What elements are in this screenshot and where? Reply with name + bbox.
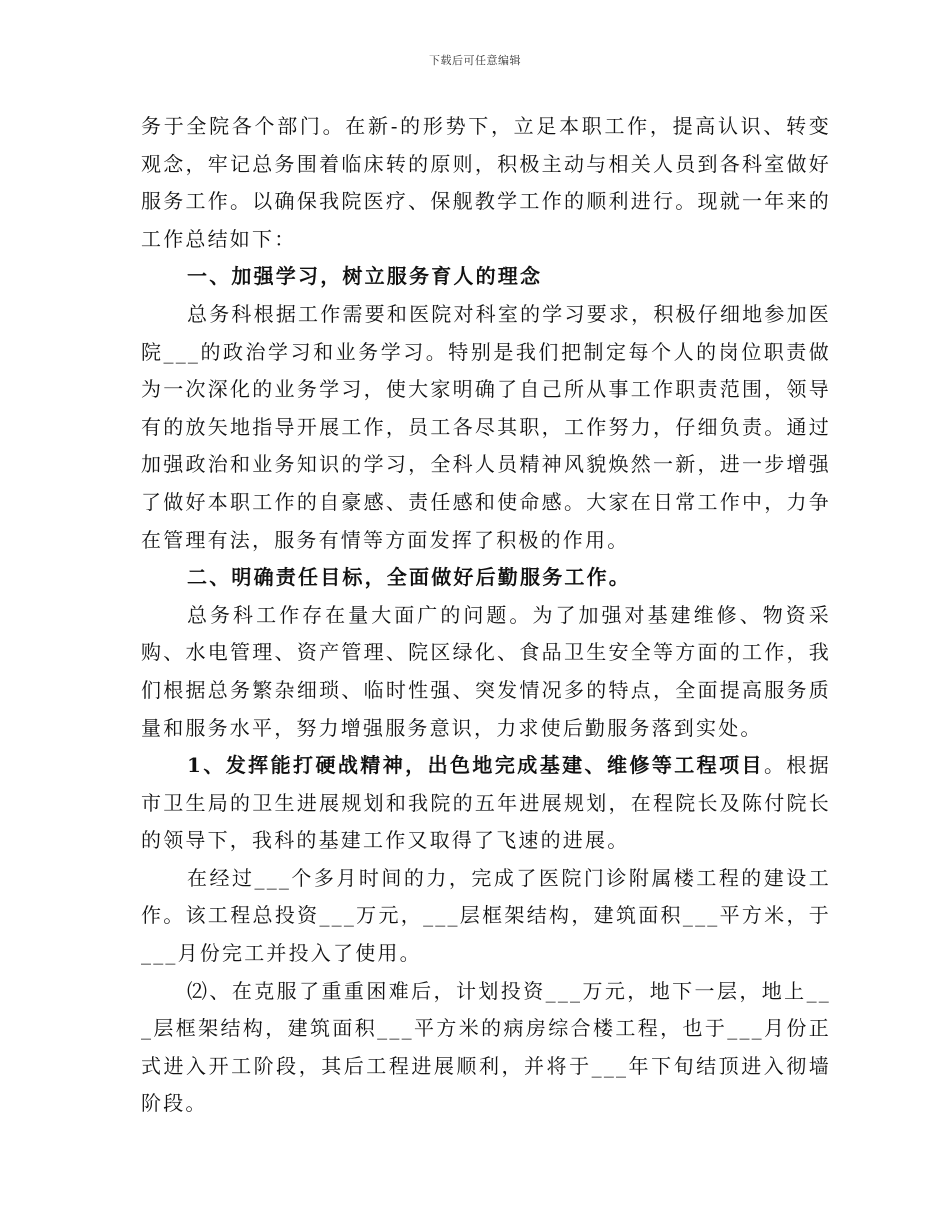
paragraph-3 (141, 747, 831, 860)
document-body (141, 108, 831, 1123)
paragraph-4: 在经过___个多月时间的力，完成了医院门诊附属楼工程的建设工作。该工程总投资___万元，___层框架结构，建筑面积___平方米，于___月份完工并投入了使用。 (141, 865, 831, 966)
page-header: 下载后可任意编辑 (429, 54, 521, 67)
section-heading-2: 二、明确责任目标，全面做好后勤服务工作。 (187, 565, 631, 590)
section-heading-1: 一、加强学习，树立服务育人的理念 (187, 264, 543, 289)
paragraph-1: 总务科根据工作需要和医院对科室的学习要求，积极仔细地参加医院___的政治学习和业务学习。特别是我们把制定每个人的岗位职责做为一次深化的业务学习，使大家明确了自己所从事工作职责范围，领导有的放矢地指导开展工作，员工各尽其职，工作努力，仔细负责。通过加强政治和业务知识的学习，全科人员精神风貌焕然一新，进一步增强了做好本职工作的自豪感、责任感和使命感。大家在日常工作中，力争在管理有法，服务有情等方面发挥了积极的作用。 (141, 301, 831, 552)
paragraph-3-rest: 。根据市卫生局的卫生进展规划和我院的五年进展规划，在程院长及陈付院长的领导下，我科的基建工作又取得了飞速的进展。 (141, 753, 831, 853)
paragraph-3-lead: 1、发挥能打硬战精神，出色地完成基建、维修等工程项目 (187, 753, 764, 778)
paragraph-2: 总务科工作存在量大面广的问题。为了加强对基建维修、物资采购、水电管理、资产管理、院区绿化、食品卫生安全等方面的工作，我们根据总务繁杂细琐、临时性强、突发情况多的特点，全面提高服务质量和服务水平，努力增强服务意识，力求使后勤服务落到实处。 (141, 602, 831, 740)
paragraph-5: ⑵、在克服了重重困难后，计划投资___万元，地下一层，地上___层框架结构，建筑面积___平方米的病房综合楼工程，也于___月份正式进入开工阶段，其后工程进展顺利，并将于___年下旬结顶进入彻墙阶段。 (141, 978, 831, 1116)
intro-paragraph: 务于全院各个部门。在新-的形势下，立足本职工作，提高认识、转变观念，牢记总务围着临床转的原则，积极主动与相关人员到各科室做好服务工作。以确保我院医疗、保舰教学工作的顺利进行。现就一年来的工作总结如下： (141, 114, 831, 251)
